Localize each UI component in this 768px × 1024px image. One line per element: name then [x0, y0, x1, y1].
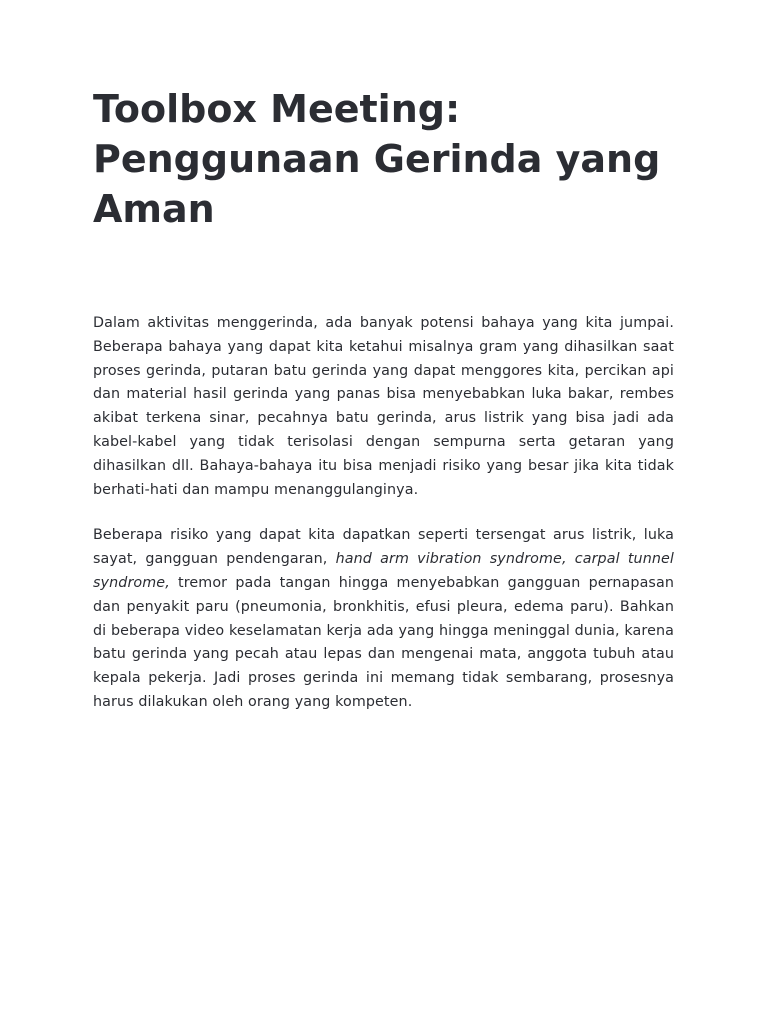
- document-title: Toolbox Meeting: Penggunaan Gerinda yang Aman: [93, 87, 661, 231]
- paragraph-risks-rest: tremor pada tangan hingga menyebabkan gangguan pernapasan dan penyakit paru (pneumonia, bronkhitis, efusi pleura, edema paru). Bahkan di beberapa video keselamatan kerja ada yang hingga meninggal dunia, karena batu gerinda yang pecah atau lepas dan mengenai mata, anggota tubuh atau kepala pekerja. Jadi proses gerinda ini memang tidak sembarang, prosesnya harus dilakukan oleh orang yang kompeten.: [93, 574, 674, 710]
- document-page: [93, 84, 674, 715]
- paragraph-risks: [93, 524, 674, 714]
- paragraph-risks-intro: Beberapa risiko yang dapat kita dapatkan seperti tersengat arus listrik, luka sayat, gangguan pendengaran,: [93, 527, 674, 568]
- paragraph-hazards: Dalam aktivitas menggerinda, ada banyak potensi bahaya yang kita jumpai. Beberapa bahaya yang dapat kita ketahui misalnya gram yang dihasilkan saat proses gerinda, putaran batu gerinda yang dapat menggores kita, percikan api dan material hasil gerinda yang panas bisa menyebabkan luka bakar, rembes akibat terkena sinar, pecahnya batu gerinda, arus listrik yang bisa jadi ada kabel-kabel yang tidak terisolasi dengan sempurna serta getaran yang dihasilkan dll. Bahaya-bahaya itu bisa menjadi risiko yang besar jika kita tidak berhati-hati dan mampu menanggulanginya.: [93, 315, 674, 498]
- paragraph-risks-italic-terms: hand arm vibration syndrome, carpal tunnel syndrome,: [93, 551, 674, 591]
